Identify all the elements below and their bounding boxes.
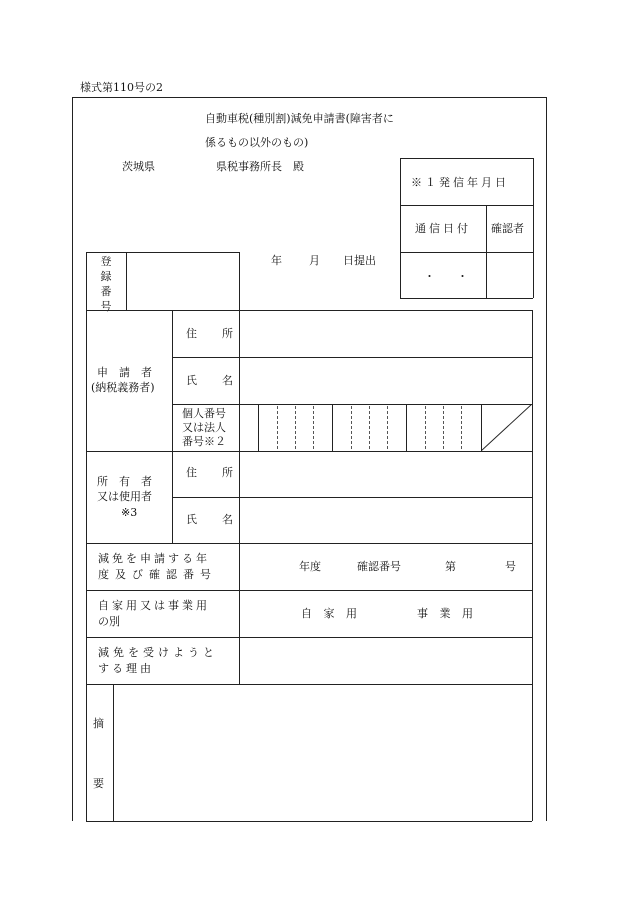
id-number-label-3: 番号※２ bbox=[182, 435, 226, 448]
applicant-address-label: 住 所 bbox=[186, 327, 240, 340]
id-number-label-1: 個人番号 bbox=[182, 407, 226, 420]
confirm-number-gou: 号 bbox=[505, 560, 516, 573]
reason-label: 減免を受けようと bbox=[98, 646, 218, 659]
owner-name-label: 氏 名 bbox=[186, 513, 240, 526]
reason-sublabel: する理由 bbox=[98, 662, 154, 675]
form-number: 様式第110号の2 bbox=[80, 81, 163, 94]
id-number-diagonal bbox=[481, 404, 532, 451]
confirm-number-label: 確認番号 bbox=[357, 560, 401, 573]
fiscal-year-suffix: 年度 bbox=[299, 560, 321, 573]
reason-field[interactable] bbox=[241, 639, 530, 682]
receipt-date-header: ※１発信年月日 bbox=[411, 176, 509, 189]
owner-address-field[interactable] bbox=[241, 453, 530, 495]
applicant-name-field[interactable] bbox=[241, 359, 530, 402]
notice-date-dots: ・ ・ bbox=[424, 270, 468, 283]
exemption-year-label: 減免を申請する年 bbox=[98, 552, 210, 565]
applicant-sublabel: (納税義務者) bbox=[91, 381, 155, 394]
owner-note: ※3 bbox=[121, 506, 138, 519]
submission-month-label: 月 bbox=[309, 254, 320, 267]
applicant-address-field[interactable] bbox=[241, 312, 530, 355]
exemption-year-sublabel: 度及び確認番号 bbox=[98, 568, 217, 581]
exemption-year-field[interactable] bbox=[241, 545, 530, 588]
remarks-label-1: 摘 bbox=[93, 717, 104, 730]
confirm-number-dai: 第 bbox=[445, 560, 456, 573]
usage-label: 自家用又は事業用 bbox=[98, 599, 210, 612]
confirmer-label: 確認者 bbox=[491, 222, 524, 235]
usage-private-option[interactable]: 自 家 用 bbox=[301, 607, 357, 620]
remarks-label-2: 要 bbox=[93, 777, 104, 790]
owner-name-field[interactable] bbox=[241, 499, 530, 541]
owner-sublabel: 又は使用者 bbox=[97, 490, 152, 503]
submission-day-label: 日提出 bbox=[343, 254, 376, 267]
form-title-line2: 係るもの以外のもの) bbox=[205, 136, 309, 149]
applicant-label: 申 請 者 bbox=[97, 366, 152, 379]
id-number-label-2: 又は法人 bbox=[182, 421, 226, 434]
applicant-name-label: 氏 名 bbox=[186, 374, 240, 387]
form-title-line1: 自動車税(種別割)減免申請書(障害者に bbox=[205, 112, 394, 125]
usage-business-option[interactable]: 事 業 用 bbox=[417, 607, 473, 620]
owner-label: 所 有 者 bbox=[97, 475, 152, 488]
registration-label: 登 録 番 号 bbox=[100, 255, 112, 313]
submission-year-label: 年 bbox=[271, 254, 282, 267]
addressee-prefecture: 茨城県 bbox=[122, 160, 155, 173]
owner-address-label: 住 所 bbox=[186, 466, 240, 479]
remarks-field[interactable] bbox=[115, 686, 530, 819]
usage-sublabel: の別 bbox=[98, 615, 120, 628]
notice-date-label: 通信日付 bbox=[415, 222, 471, 235]
addressee-office: 県税事務所長 殿 bbox=[216, 160, 304, 173]
